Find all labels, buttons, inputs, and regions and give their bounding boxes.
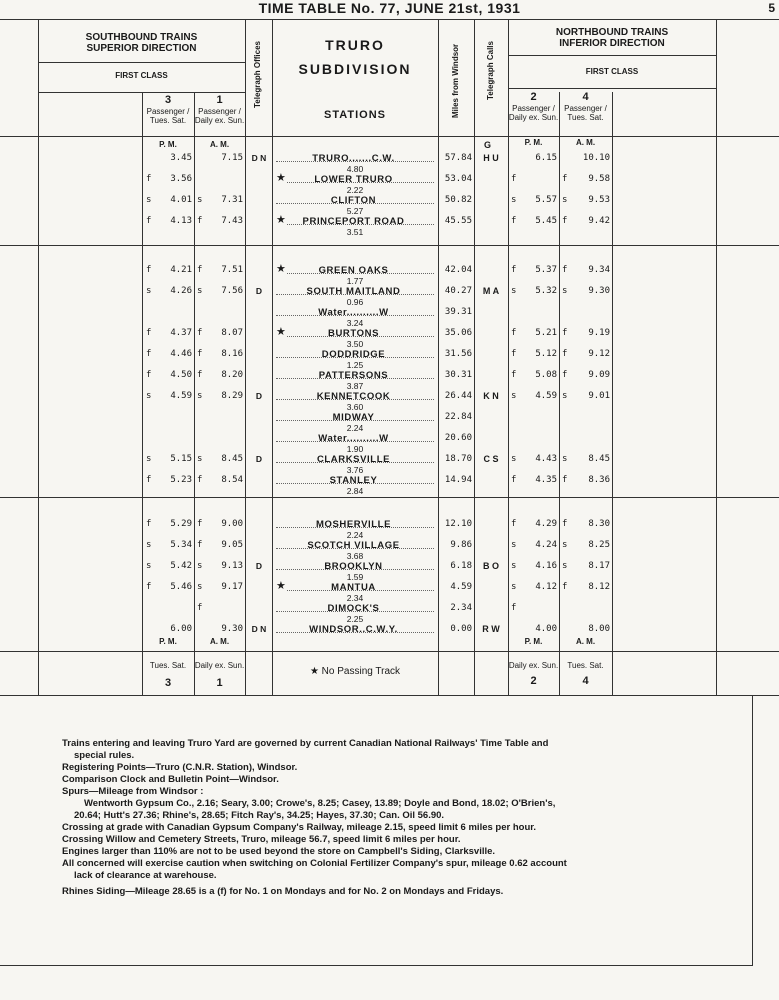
- t4-flag: f: [562, 174, 568, 184]
- t2-time: 5.08: [535, 370, 557, 380]
- station-name: GREEN OAKS: [318, 265, 389, 276]
- t2-flag: s: [511, 195, 517, 205]
- t2-flag: f: [511, 328, 517, 338]
- note-line: Engines larger than 110% are not to be used beyond the store on Campbell's Siding, Clarksville.: [62, 846, 496, 857]
- miles-from-windsor: 0.00: [450, 624, 472, 634]
- station-distance: 3.87: [346, 381, 364, 391]
- no-passing-star-icon: ★: [276, 172, 286, 184]
- telegraph-office: D: [255, 561, 263, 571]
- t2-flag: s: [511, 561, 517, 571]
- t2-time: 5.12: [535, 349, 557, 359]
- train-2-number: 2: [530, 91, 537, 103]
- t1-flag: f: [197, 519, 203, 529]
- telegraph-call: C S: [483, 454, 499, 464]
- t3-flag: s: [146, 454, 152, 464]
- station-name: WINDSOR..C.W.Y.: [309, 624, 398, 635]
- t2-flag: s: [511, 286, 517, 296]
- station-distance: 1.59: [346, 572, 364, 582]
- note-line: 20.64; Hutt's 27.36; Rhine's, 28.65; Fitch Ray's, 34.25; Hayes, 37.30; Can. Oil 56.90.: [74, 810, 445, 821]
- col-north-right: [716, 19, 717, 695]
- t1-time: 7.56: [221, 286, 243, 296]
- telegraph-office: D N: [251, 624, 267, 634]
- note-line: Registering Points—Truro (C.N.R. Station), Windsor.: [62, 762, 298, 773]
- t3-flag: f: [146, 370, 152, 380]
- miles-from-windsor-heading: Miles from Windsor: [451, 43, 460, 118]
- miles-from-windsor: 9.86: [450, 540, 472, 550]
- note-line: Comparison Clock and Bulletin Point—Windsor.: [62, 774, 279, 785]
- t4-flag: s: [562, 540, 568, 550]
- south-heading: SOUTHBOUND TRAINS SUPERIOR DIRECTION: [85, 32, 198, 54]
- miles-from-windsor: 35.06: [444, 328, 472, 338]
- t1-time: 8.29: [221, 391, 243, 401]
- t3-flag: f: [146, 265, 152, 275]
- t3-time: 4.37: [170, 328, 192, 338]
- t2-time: 4.43: [535, 454, 557, 464]
- station-distance: 2.34: [346, 593, 364, 603]
- t1-time: 8.07: [221, 328, 243, 338]
- miles-from-windsor: 50.82: [444, 195, 472, 205]
- no-passing-star-icon: ★: [276, 326, 286, 338]
- miles-from-windsor: 31.56: [444, 349, 472, 359]
- timetable-title: TIME TABLE No. 77, JUNE 21st, 1931: [258, 0, 521, 16]
- t2-time: 4.35: [535, 475, 557, 485]
- miles-from-windsor: 53.04: [444, 174, 472, 184]
- note-line: Rhines Siding—Mileage 28.65 is a (f) for No. 1 on Mondays and for No. 2 on Mondays and Fridays.: [62, 886, 504, 897]
- station-name: BURTONS: [328, 328, 379, 339]
- t3-flag: s: [146, 195, 152, 205]
- t3-flag: f: [146, 174, 152, 184]
- t1-flag: f: [197, 370, 203, 380]
- t4-time: 8.36: [588, 475, 610, 485]
- station-distance: 0.96: [346, 297, 364, 307]
- t1-flag: f: [197, 475, 203, 485]
- t1-flag: f: [197, 349, 203, 359]
- telegraph-calls-heading: Telegraph Calls: [486, 41, 495, 100]
- notes-right-border: [752, 695, 753, 965]
- t2-flag: f: [511, 519, 517, 529]
- station-distance: 2.25: [346, 614, 364, 624]
- miles-from-windsor: 30.31: [444, 370, 472, 380]
- footer-top-rule: [0, 651, 779, 652]
- station-name: PRINCEPORT ROAD: [302, 216, 405, 227]
- station-distance: 2.22: [346, 185, 364, 195]
- telegraph-office: D: [255, 454, 263, 464]
- t4-time: 9.09: [588, 370, 610, 380]
- t4-time: 10.10: [582, 153, 610, 163]
- t1-time: 8.16: [221, 349, 243, 359]
- t3-flag: f: [146, 475, 152, 485]
- foot-t4-number: 4: [582, 675, 589, 687]
- t4-flag: f: [562, 582, 568, 592]
- station-name: LOWER TRURO: [314, 174, 393, 185]
- t1-time: 8.20: [221, 370, 243, 380]
- telegraph-call: R W: [482, 624, 500, 634]
- t3-time: 6.00: [170, 624, 192, 634]
- telegraph-office: D: [255, 286, 263, 296]
- telegraph-office: D N: [251, 153, 267, 163]
- t2-flag: f: [511, 265, 517, 275]
- t3-flag: f: [146, 519, 152, 529]
- south-class-rule: [38, 92, 245, 93]
- t4-flag: f: [562, 265, 568, 275]
- t3-time: 4.59: [170, 391, 192, 401]
- t3-time: 4.50: [170, 370, 192, 380]
- t3-time: 4.01: [170, 195, 192, 205]
- t3-time: 5.46: [170, 582, 192, 592]
- t2-flag: f: [511, 603, 517, 613]
- t1-flag: f: [197, 540, 203, 550]
- footnotes: [62, 738, 742, 898]
- t2-time: 5.37: [535, 265, 557, 275]
- station-distance: 1.90: [346, 444, 364, 454]
- t1-flag: s: [197, 195, 203, 205]
- note-line: Wentworth Gypsum Co., 2.16; Seary, 3.00; Crowe's, 8.25; Casey, 13.89; Doyle and Bond, 18.02; O'Brien's,: [84, 798, 556, 809]
- station-name: BROOKLYN: [324, 561, 383, 572]
- t3-time: 4.26: [170, 286, 192, 296]
- telegraph-call: K N: [483, 391, 499, 401]
- t3-time: 5.29: [170, 519, 192, 529]
- col-left-border: [38, 19, 39, 695]
- t2-time: 4.24: [535, 540, 557, 550]
- station-distance: 1.77: [346, 276, 364, 286]
- t4-time: 9.12: [588, 349, 610, 359]
- station-name: TRURO.......C.W.: [312, 153, 395, 164]
- t4-flag: f: [562, 216, 568, 226]
- t4-flag: f: [562, 349, 568, 359]
- train-4-desc: Passenger / Tues. Sat.: [564, 104, 607, 122]
- station-name: Water..........W: [318, 433, 389, 444]
- foot-t3-number: 3: [164, 677, 172, 689]
- t4-time: 9.30: [588, 286, 610, 296]
- station-name: SCOTCH VILLAGE: [307, 540, 400, 551]
- t4-flag: s: [562, 286, 568, 296]
- t4-time: 9.53: [588, 195, 610, 205]
- telegraph-offices-heading: Telegraph Offices: [253, 41, 262, 108]
- t3-flag: f: [146, 582, 152, 592]
- foot-t1-ampm: A. M.: [209, 637, 230, 646]
- station-distance: 5.27: [346, 206, 364, 216]
- t1-flag: s: [197, 391, 203, 401]
- group1-rule: [0, 245, 779, 246]
- miles-from-windsor: 2.34: [450, 603, 472, 613]
- train-4-number: 4: [582, 91, 589, 103]
- t4-ampm: A. M.: [575, 138, 596, 147]
- t1-time: 9.30: [221, 624, 243, 634]
- t4-time: 9.58: [588, 174, 610, 184]
- train-1-desc: Passenger / Daily ex. Sun.: [194, 107, 245, 125]
- miles-from-windsor: 18.70: [444, 454, 472, 464]
- t2-flag: f: [511, 349, 517, 359]
- station-name: STANLEY: [329, 475, 378, 486]
- t2-flag: s: [511, 391, 517, 401]
- station-distance: 2.24: [346, 530, 364, 540]
- t4-flag: f: [562, 328, 568, 338]
- t1-flag: f: [197, 265, 203, 275]
- t3-time: 4.13: [170, 216, 192, 226]
- station-distance: 1.25: [346, 360, 364, 370]
- col-t3-t1: [194, 92, 195, 695]
- t1-time: 9.13: [221, 561, 243, 571]
- t4-flag: s: [562, 454, 568, 464]
- station-name: CLIFTON: [330, 195, 377, 206]
- col-t2-t4: [559, 92, 560, 695]
- t2-flag: f: [511, 216, 517, 226]
- station-distance: 3.51: [346, 227, 364, 237]
- col-miles-right: [474, 19, 475, 695]
- group2-rule: [0, 497, 779, 498]
- station-distance: 3.50: [346, 339, 364, 349]
- t1-flag: s: [197, 286, 203, 296]
- t4-time: 9.34: [588, 265, 610, 275]
- calls-top-g: G: [484, 140, 492, 150]
- foot-t4-ampm: A. M.: [575, 637, 596, 646]
- t3-time: 4.21: [170, 265, 192, 275]
- t2-flag: f: [511, 174, 517, 184]
- station-name: CLARKSVILLE: [316, 454, 391, 465]
- station-distance: 3.68: [346, 551, 364, 561]
- train-3-number: 3: [164, 94, 172, 106]
- t1-time: 9.00: [221, 519, 243, 529]
- t3-flag: f: [146, 216, 152, 226]
- t2-time: 4.00: [535, 624, 557, 634]
- south-class: FIRST CLASS: [115, 71, 168, 80]
- station-distance: 3.60: [346, 402, 364, 412]
- t1-flag: s: [197, 561, 203, 571]
- t2-time: 4.29: [535, 519, 557, 529]
- t2-time: 4.16: [535, 561, 557, 571]
- station-name: KENNETCOOK: [316, 391, 391, 402]
- t4-time: 8.30: [588, 519, 610, 529]
- t1-time: 7.43: [221, 216, 243, 226]
- t1-flag: f: [197, 216, 203, 226]
- note-line: Crossing at grade with Canadian Gypsum Company's Railway, mileage 2.15, speed limit 6 miles per hour.: [62, 822, 537, 833]
- miles-from-windsor: 22.84: [444, 412, 472, 422]
- t3-flag: s: [146, 561, 152, 571]
- station-distance: 3.76: [346, 465, 364, 475]
- t2-flag: f: [511, 475, 517, 485]
- t4-flag: f: [562, 370, 568, 380]
- station-name: MANTUA: [331, 582, 376, 593]
- t2-time: 4.12: [535, 582, 557, 592]
- t1-flag: f: [197, 603, 203, 613]
- t4-flag: s: [562, 195, 568, 205]
- t2-flag: s: [511, 582, 517, 592]
- note-line: special rules.: [74, 750, 135, 761]
- note-line: lack of clearance at warehouse.: [74, 870, 217, 881]
- t1-time: 8.54: [221, 475, 243, 485]
- miles-from-windsor: 42.04: [444, 265, 472, 275]
- t4-time: 9.01: [588, 391, 610, 401]
- t4-time: 8.45: [588, 454, 610, 464]
- train-1-number: 1: [216, 94, 223, 106]
- t1-time: 7.51: [221, 265, 243, 275]
- t3-ampm: P. M.: [159, 140, 177, 149]
- t3-flag: s: [146, 391, 152, 401]
- t3-time: 5.15: [170, 454, 192, 464]
- t1-flag: s: [197, 582, 203, 592]
- foot-t2-desc: Daily ex. Sun.: [508, 661, 559, 670]
- t1-time: 7.15: [221, 153, 243, 163]
- t4-flag: s: [562, 391, 568, 401]
- t4-flag: s: [562, 561, 568, 571]
- t3-flag: s: [146, 286, 152, 296]
- t3-flag: f: [146, 328, 152, 338]
- telegraph-call: M A: [482, 286, 500, 296]
- foot-t3-ampm: P. M.: [159, 637, 177, 646]
- t3-time: 5.23: [170, 475, 192, 485]
- t2-time: 4.59: [535, 391, 557, 401]
- train-3-desc: Passenger / Tues. Sat.: [146, 107, 190, 125]
- t4-time: 8.12: [588, 582, 610, 592]
- note-line: All concerned will exercise caution when switching on Colonial Fertilizer Company's spur, mileage 0.62 account: [62, 858, 567, 869]
- miles-from-windsor: 6.18: [450, 561, 472, 571]
- col-stations-right: [438, 19, 439, 695]
- no-passing-legend: ★ No Passing Track: [309, 666, 401, 677]
- foot-t3-desc: Tues. Sat.: [149, 661, 187, 670]
- note-line: Trains entering and leaving Truro Yard are governed by current Canadian National Railways' Time Table and: [62, 738, 549, 749]
- t2-time: 5.45: [535, 216, 557, 226]
- t2-time: 5.57: [535, 195, 557, 205]
- station-distance: 2.24: [346, 423, 364, 433]
- t1-time: 9.17: [221, 582, 243, 592]
- note-line: Crossing Willow and Cemetery Streets, Truro, mileage 56.7, speed limit 6 miles per hour.: [62, 834, 461, 845]
- notes-bottom-rule: [0, 965, 753, 966]
- page-number: 5: [768, 1, 775, 15]
- miles-from-windsor: 20.60: [444, 433, 472, 443]
- t4-time: 8.00: [588, 624, 610, 634]
- t3-time: 3.45: [170, 153, 192, 163]
- station-name: SOUTH MAITLAND: [306, 286, 401, 297]
- col-south-right: [245, 19, 246, 695]
- north-class: FIRST CLASS: [585, 67, 639, 76]
- t1-time: 9.05: [221, 540, 243, 550]
- telegraph-call: B O: [482, 561, 499, 571]
- col-t3-left: [142, 92, 143, 695]
- station-name: MIDWAY: [332, 412, 375, 423]
- station-distance: 3.24: [346, 318, 364, 328]
- t3-flag: s: [146, 540, 152, 550]
- station-distance: 2.84: [346, 486, 364, 496]
- t4-time: 8.17: [588, 561, 610, 571]
- stations-heading: STATIONS: [324, 109, 386, 121]
- miles-from-windsor: 40.27: [444, 286, 472, 296]
- foot-t1-number: 1: [216, 677, 223, 689]
- t3-flag: f: [146, 349, 152, 359]
- t1-flag: s: [197, 454, 203, 464]
- t4-flag: f: [562, 519, 568, 529]
- miles-from-windsor: 12.10: [444, 519, 472, 529]
- north-heading: NORTHBOUND TRAINS INFERIOR DIRECTION: [555, 27, 669, 49]
- north-heading-rule: [508, 55, 716, 56]
- subdivision-title: TRURO SUBDIVISION: [298, 37, 412, 77]
- t4-time: 9.19: [588, 328, 610, 338]
- header-bottom-rule: [0, 136, 779, 137]
- t2-time: 5.21: [535, 328, 557, 338]
- t1-ampm: A. M.: [209, 140, 230, 149]
- telegraph-call: H U: [483, 153, 499, 163]
- miles-from-windsor: 45.55: [444, 216, 472, 226]
- train-2-desc: Passenger / Daily ex. Sun.: [508, 104, 559, 122]
- t2-time: 6.15: [535, 153, 557, 163]
- t1-time: 7.31: [221, 195, 243, 205]
- station-name: MOSHERVILLE: [315, 519, 392, 530]
- no-passing-star-icon: ★: [276, 580, 286, 592]
- t3-time: 4.46: [170, 349, 192, 359]
- t2-ampm: P. M.: [524, 138, 543, 147]
- t2-flag: f: [511, 370, 517, 380]
- no-passing-star-icon: ★: [276, 214, 286, 226]
- miles-from-windsor: 39.31: [444, 307, 472, 317]
- south-heading-rule: [38, 62, 245, 63]
- t3-time: 5.42: [170, 561, 192, 571]
- table-bottom-rule: [0, 695, 779, 696]
- top-rule: [0, 19, 779, 20]
- t4-flag: f: [562, 475, 568, 485]
- t4-time: 8.25: [588, 540, 610, 550]
- t1-time: 8.45: [221, 454, 243, 464]
- t2-flag: s: [511, 454, 517, 464]
- miles-from-windsor: 57.84: [444, 153, 472, 163]
- telegraph-office: D: [255, 391, 263, 401]
- t3-time: 3.56: [170, 174, 192, 184]
- t2-flag: s: [511, 540, 517, 550]
- miles-from-windsor: 14.94: [444, 475, 472, 485]
- t3-time: 5.34: [170, 540, 192, 550]
- t2-time: 5.32: [535, 286, 557, 296]
- station-name: DODDRIDGE: [321, 349, 386, 360]
- station-distance: 4.80: [346, 164, 364, 174]
- north-class-rule: [508, 88, 716, 89]
- foot-t1-desc: Daily ex. Sun.: [194, 661, 245, 670]
- miles-from-windsor: 26.44: [444, 391, 472, 401]
- miles-from-windsor: 4.59: [450, 582, 472, 592]
- foot-t2-ampm: P. M.: [524, 637, 543, 646]
- foot-t4-desc: Tues. Sat.: [567, 661, 604, 670]
- t4-time: 9.42: [588, 216, 610, 226]
- note-line: Spurs—Mileage from Windsor :: [62, 786, 204, 797]
- t1-flag: f: [197, 328, 203, 338]
- station-name: DIMOCK'S: [327, 603, 380, 614]
- station-name: Water..........W: [318, 307, 389, 318]
- station-name: PATTERSONS: [318, 370, 389, 381]
- foot-t2-number: 2: [530, 675, 537, 687]
- col-t4-right: [612, 92, 613, 695]
- no-passing-star-icon: ★: [276, 263, 286, 275]
